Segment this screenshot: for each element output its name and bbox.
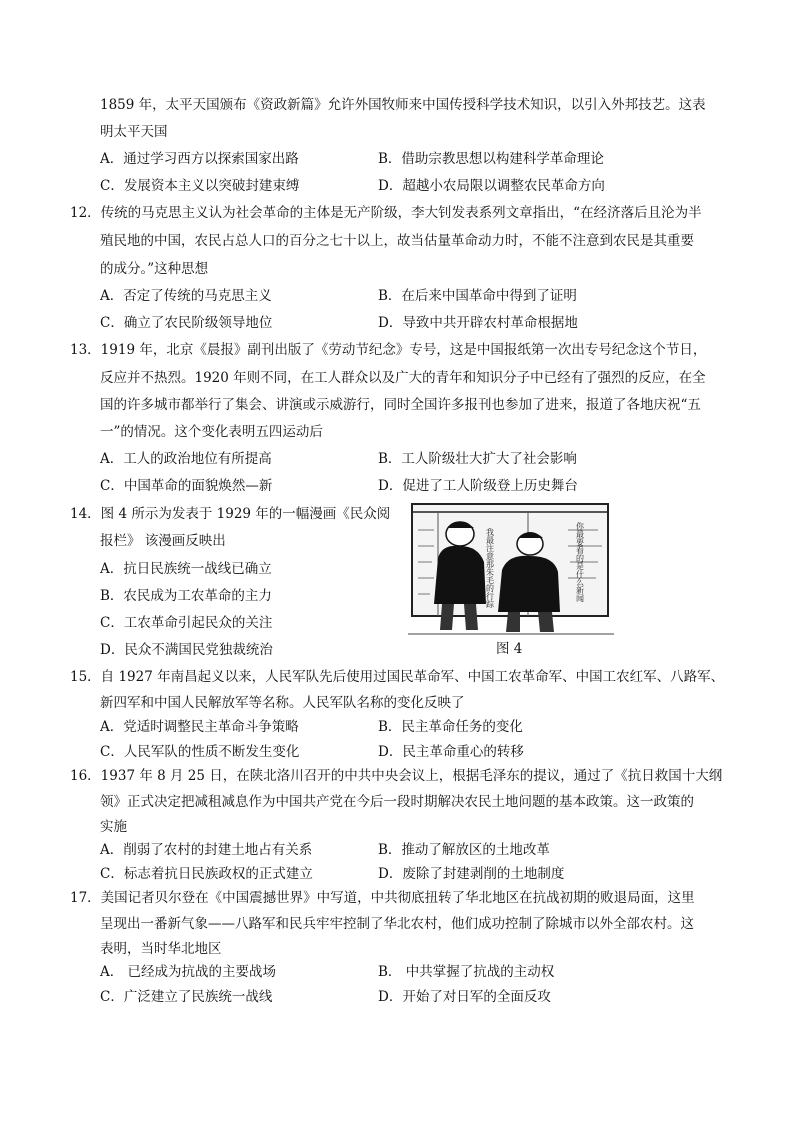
q11-option-b: B．借助宗教思想以构建科学革命理论: [378, 151, 604, 167]
q13-option-b: B．工人阶级壮大扩大了社会影响: [378, 451, 577, 467]
q16-option-c: C．标志着抗日民族政权的正式建立: [100, 866, 313, 882]
q16-stem-line-3: 实施: [100, 819, 127, 835]
q15-option-c: C．人民军队的性质不断发生变化: [100, 744, 300, 760]
q11-option-d: D．超越小农局限以调整农民革命方向: [378, 178, 605, 194]
q12-option-a: A．否定了传统的马克思主义: [100, 288, 272, 304]
cartoon-text-right: 你最要看的是什么新闻: [575, 522, 585, 602]
q16-stem-line-2: 领》正式决定把减租减息作为中国共产党在今后一段时期解决农民土地问题的基本政策。这一政策的: [100, 794, 694, 810]
q17-stem-line-3: 表明，当时华北地区: [100, 941, 222, 957]
q16-option-b: B．推动了解放区的土地改革: [378, 842, 550, 858]
q13-stem-line-1: 13．1919 年，北京《晨报》副刊出版了《劳动节纪念》专号，这是中国报纸第一次出专号纪念这个节日，: [70, 342, 707, 358]
q16-stem-line-1: 16．1937 年 8 月 25 日，在陕北洛川召开的中共中央会议上，根据毛泽东的提议，通过了《抗日救国十大纲: [70, 768, 723, 784]
q16-option-a: A．削弱了农村的封建土地占有关系: [100, 842, 313, 858]
q12-stem-line-2: 殖民地的中国，农民占总人口的百分之七十以上，故当估量革命动力时，不能不注意到农民是其重要: [100, 233, 694, 249]
q17-option-c: C．广泛建立了民族统一战线: [100, 989, 273, 1005]
q17-option-a: A． 已经成为抗战的主要战场: [100, 964, 277, 980]
cartoon-newspaper-reading-figure: [398, 500, 620, 638]
q13-stem-line-4: 一”的情况。这个变化表明五四运动后: [100, 424, 323, 440]
q11-stem-line-1: 1859 年，太平天国颁布《资政新篇》允许外国牧师来中国传授科学技术知识，以引入外邦技艺。这表: [100, 97, 706, 113]
figure-caption: 图 4: [496, 641, 523, 657]
q11-stem-line-2: 明太平天国: [100, 124, 168, 140]
q12-option-d: D．导致中共开辟农村革命根据地: [378, 315, 578, 331]
q13-stem-line-3: 国的许多城市都举行了集会、讲演或示威游行，同时全国许多报刊也参加了进来，报道了各地庆祝“五: [100, 397, 701, 413]
q14-option-d: D．民众不满国民党独裁统治: [100, 642, 273, 658]
q17-option-b: B． 中共掌握了抗战的主动权: [378, 964, 555, 980]
q13-stem-line-2: 反应并不热烈。1920 年则不同，在工人群众以及广大的青年和知识分子中已经有了强烈的反应，在全: [100, 370, 706, 386]
q17-stem-line-1: 17．美国记者贝尔登在《中国震撼世界》中写道，中共彻底扭转了华北地区在抗战初期的败退局面，这里: [70, 890, 695, 906]
q14-stem-line-1: 14．图 4 所示为发表于 1929 年的一幅漫画《民众阅: [70, 506, 391, 522]
q13-option-d: D．促进了工人阶级登上历史舞台: [378, 478, 578, 494]
q17-stem-line-2: 呈现出一番新气象——八路军和民兵牢牢控制了华北农村，他们成功控制了除城市以外全部农村。这: [100, 916, 694, 932]
q12-option-c: C．确立了农民阶级领导地位: [100, 315, 273, 331]
q12-option-b: B．在后来中国革命中得到了证明: [378, 288, 577, 304]
q12-stem-line-3: 的成分。”这种思想: [100, 261, 209, 277]
q15-option-a: A．党适时调整民主革命斗争策略: [100, 719, 299, 735]
q14-option-a: A．抗日民族统一战线已确立: [100, 561, 272, 577]
q14-option-b: B．农民成为工农革命的主力: [100, 588, 272, 604]
q11-option-a: A．通过学习西方以探索国家出路: [100, 151, 299, 167]
q11-option-c: C．发展资本主义以突破封建束缚: [100, 178, 300, 194]
q17-option-d: D．开始了对日军的全面反攻: [378, 989, 551, 1005]
cartoon-text-left: 我最注意那朱毛的行踪: [485, 528, 495, 608]
q13-option-c: C．中国革命的面貌焕然—新: [100, 478, 273, 494]
q15-option-b: B．民主革命任务的变化: [378, 719, 523, 735]
q14-stem-line-2: 报栏》 该漫画反映出: [100, 533, 226, 549]
q16-option-d: D．废除了封建剥削的土地制度: [378, 866, 565, 882]
q15-stem-line-1: 15．自 1927 年南昌起义以来，人民军队先后使用过国民革命军、中国工农革命军、中国工农红军、八路军、: [70, 669, 725, 685]
q14-option-c: C．工农革命引起民众的关注: [100, 615, 273, 631]
q12-stem-line-1: 12．传统的马克思主义认为社会革命的主体是无产阶级，李大钊发表系列文章指出，“在经济落后且沦为半: [70, 205, 702, 221]
q15-stem-line-2: 新四军和中国人民解放军等名称。人民军队名称的变化反映了: [100, 695, 465, 711]
q15-option-d: D．民主革命重心的转移: [378, 744, 524, 760]
q13-option-a: A．工人的政治地位有所提高: [100, 451, 272, 467]
